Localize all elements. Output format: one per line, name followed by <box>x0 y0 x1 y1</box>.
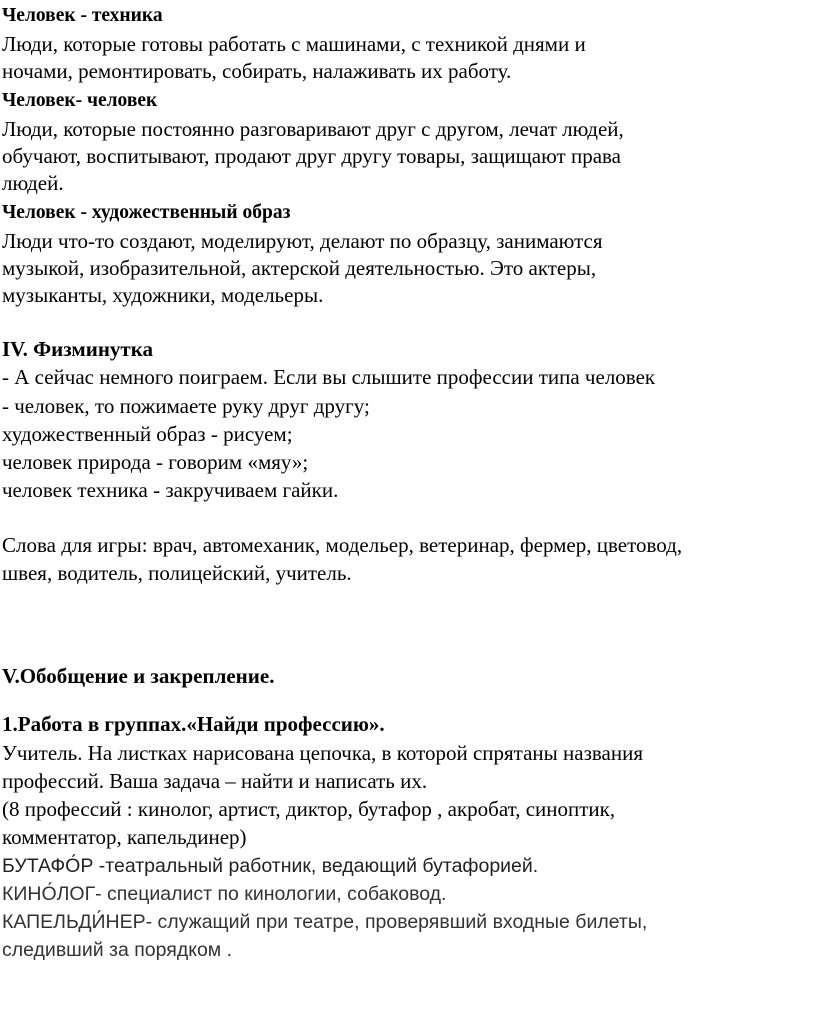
text-line: Учитель. На листках нарисована цепочка, в которой спрятаны названия <box>2 741 643 765</box>
text-line: швея, водитель, полицейский, учитель. <box>2 561 352 585</box>
text-line: людей. <box>2 171 64 195</box>
text-line: музыканты, художники, модельеры. <box>2 283 324 307</box>
heading-human-tech: Человек - техника <box>2 5 163 26</box>
text-line: ночами, ремонтировать, собирать, налаживать их работу. <box>2 59 512 83</box>
text-line: профессий. Ваша задача – найти и написать их. <box>2 769 428 793</box>
definition-line: следивший за порядком . <box>2 939 233 961</box>
text-line: Слова для игры: врач, автомеханик, модельер, ветеринар, фермер, цветовод, <box>2 533 683 557</box>
text-line: (8 профессий : кинолог, артист, диктор, бутафор , акробат, синоптик, <box>2 797 616 821</box>
definition-line: КИНО́ЛОГ- специалист по кинологии, собаковод. <box>2 883 447 905</box>
text-line: - А сейчас немного поиграем. Если вы слышите профессии типа человек <box>2 365 656 389</box>
text-line: музыкой, изобразительной, актерской деятельностью. Это актеры, <box>2 256 597 280</box>
text-line: человек техника - закручиваем гайки. <box>2 478 339 502</box>
text-line: Люди что-то создают, моделируют, делают по образцу, занимаются <box>2 229 603 253</box>
definition-line: БУТАФО́Р -театральный работник, ведающий бутафорией. <box>2 855 539 877</box>
text-line: комментатор, капельдинер) <box>2 825 247 849</box>
heading-summary: V.Обобщение и закрепление. <box>2 664 275 688</box>
text-line: Люди, которые готовы работать с машинами, с техникой днями и <box>2 32 586 56</box>
text-line: Люди, которые постоянно разговаривают друг с другом, лечат людей, <box>2 117 624 141</box>
text-line: человек природа - говорим «мяу»; <box>2 450 309 474</box>
definition-line: КАПЕЛЬДИ́НЕР- служащий при театре, проверявший входные билеты, <box>2 911 648 933</box>
heading-human-art: Человек - художественный образ <box>2 202 291 223</box>
text-line: художественный образ - рисуем; <box>2 422 293 446</box>
heading-human-human: Человек- человек <box>2 90 158 111</box>
text-line: обучают, воспитывают, продают друг другу товары, защищают права <box>2 144 621 168</box>
heading-fizminutka: IV. Физминутка <box>2 337 154 361</box>
heading-group-work: 1.Работа в группах.«Найди профессию». <box>2 712 385 736</box>
text-line: - человек, то пожимаете руку друг другу; <box>2 394 370 418</box>
